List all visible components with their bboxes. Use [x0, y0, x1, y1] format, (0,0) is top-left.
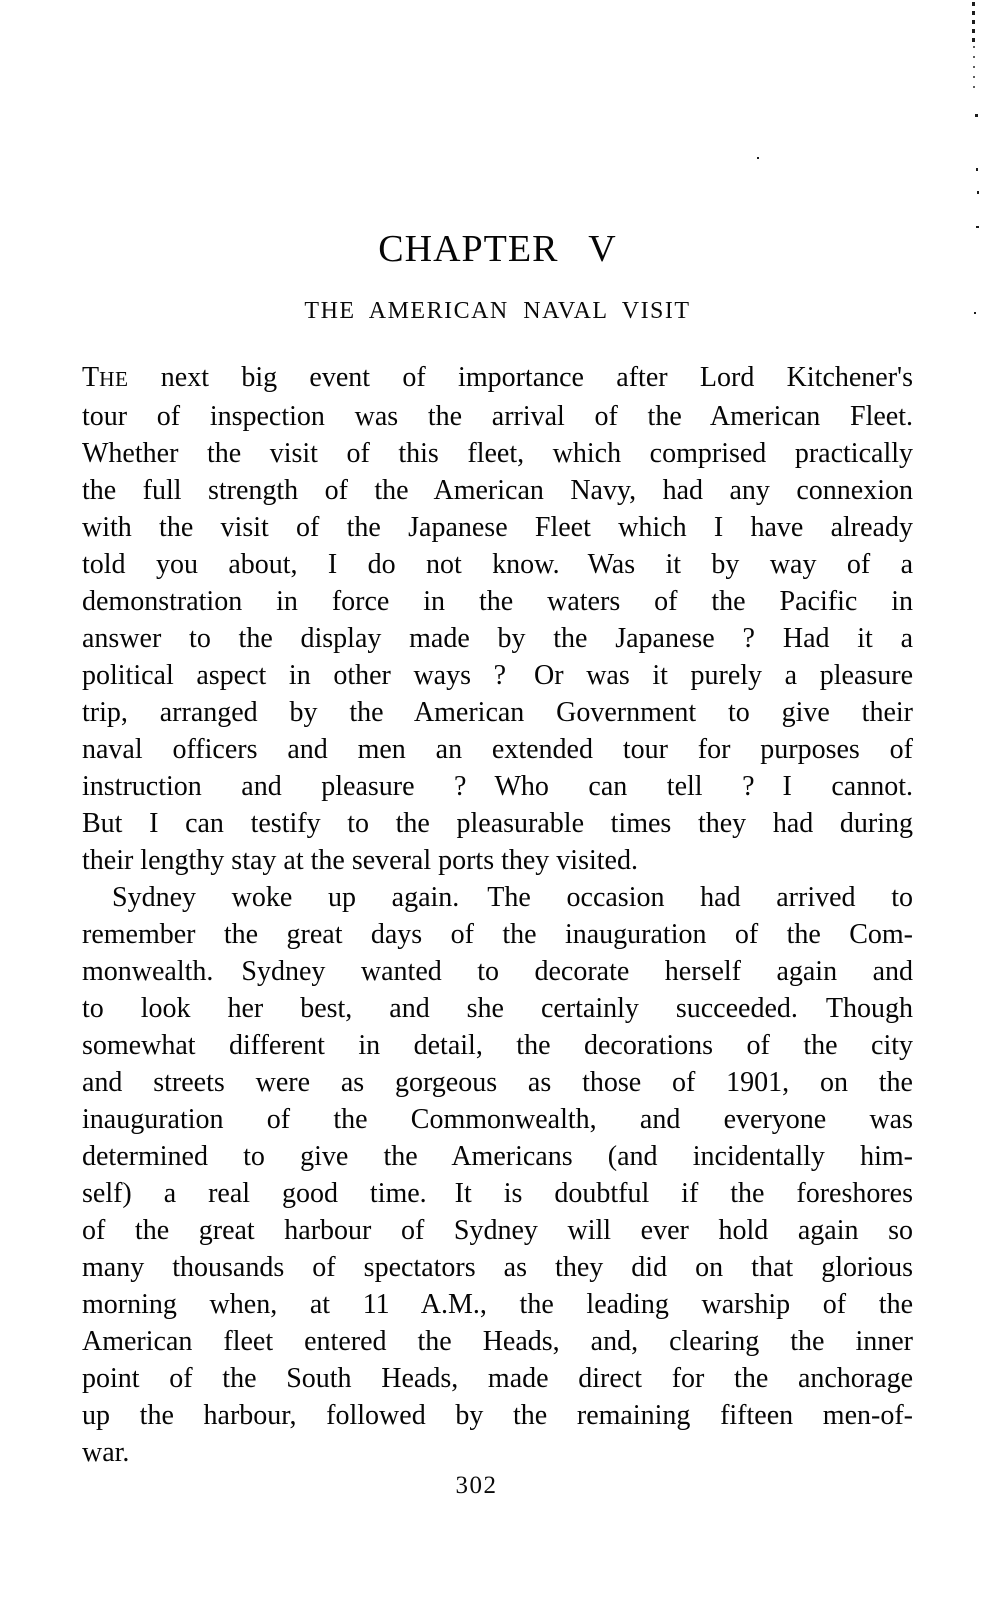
text-line: trip, arranged by the American Government to give their [82, 697, 913, 728]
scan-speck [976, 168, 978, 171]
scan-speck [976, 226, 979, 228]
text-line: remember the great days of the inauguration of the Com- [82, 919, 913, 950]
scan-speck [975, 114, 978, 117]
text-line: American fleet entered the Heads, and, clearing the inner [82, 1326, 913, 1357]
text-line: monwealth. Sydney wanted to decorate herself again and [82, 956, 913, 987]
body-text [82, 359, 913, 1471]
text-line: the full strength of the American Navy, had any connexion [82, 475, 913, 506]
text-line: instruction and pleasure ? Who can tell ? I cannot. [82, 771, 913, 802]
text-line: naval officers and men an extended tour for purposes of [82, 734, 913, 765]
text-line: told you about, I do not know. Was it by way of a [82, 549, 913, 580]
text-line: point of the South Heads, made direct for the anchorage [82, 1363, 913, 1394]
text-line: somewhat different in detail, the decorations of the city [82, 1030, 913, 1061]
scan-speck [973, 46, 975, 94]
text-line: many thousands of spectators as they did on that glorious [82, 1252, 913, 1283]
text-line: morning when, at 11 A.M., the leading warship of the [82, 1289, 913, 1320]
text-line: answer to the display made by the Japanese ? Had it a [82, 623, 913, 654]
scan-speck [972, 2, 975, 42]
text-line: inauguration of the Commonwealth, and everyone was [82, 1104, 913, 1135]
text-line: Sydney woke up again. The occasion had arrived to [112, 882, 913, 913]
text-line: political aspect in other ways ? Or was it purely a pleasure [82, 660, 913, 691]
text-line: determined to give the Americans (and incidentally him- [82, 1141, 913, 1172]
text-line: with the visit of the Japanese Fleet which I have already [82, 512, 913, 543]
scan-speck [757, 157, 759, 159]
text-line: of the great harbour of Sydney will ever hold again so [82, 1215, 913, 1246]
lead-smallcaps: HE [99, 367, 129, 391]
text-line: and streets were as gorgeous as those of 1901, on the [82, 1067, 913, 1098]
text-line: tour of inspection was the arrival of the American Fleet. [82, 401, 913, 432]
text-line: THE next big event of importance after Lord Kitchener's [82, 362, 913, 393]
lead-capital: T [82, 362, 100, 393]
text-line: self) a real good time. It is doubtful if the foreshores [82, 1178, 913, 1209]
text-line: But I can testify to the pleasurable times they had during [82, 808, 913, 839]
page-number: 302 [455, 1472, 498, 1499]
scan-speck [974, 312, 976, 314]
text-line: Whether the visit of this fleet, which comprised practically [82, 438, 913, 469]
scan-speck [977, 191, 979, 194]
text-line: up the harbour, followed by the remaining fifteen men-of- [82, 1400, 913, 1431]
text-line: war. [82, 1437, 130, 1468]
text-line: to look her best, and she certainly succeeded. Though [82, 993, 913, 1024]
text-line: their lengthy stay at the several ports they visited. [82, 845, 638, 876]
text-line: demonstration in force in the waters of the Pacific in [82, 586, 913, 617]
chapter-subtitle: THE AMERICAN NAVAL VISIT [304, 298, 691, 324]
chapter-heading: CHAPTER V [378, 228, 617, 270]
